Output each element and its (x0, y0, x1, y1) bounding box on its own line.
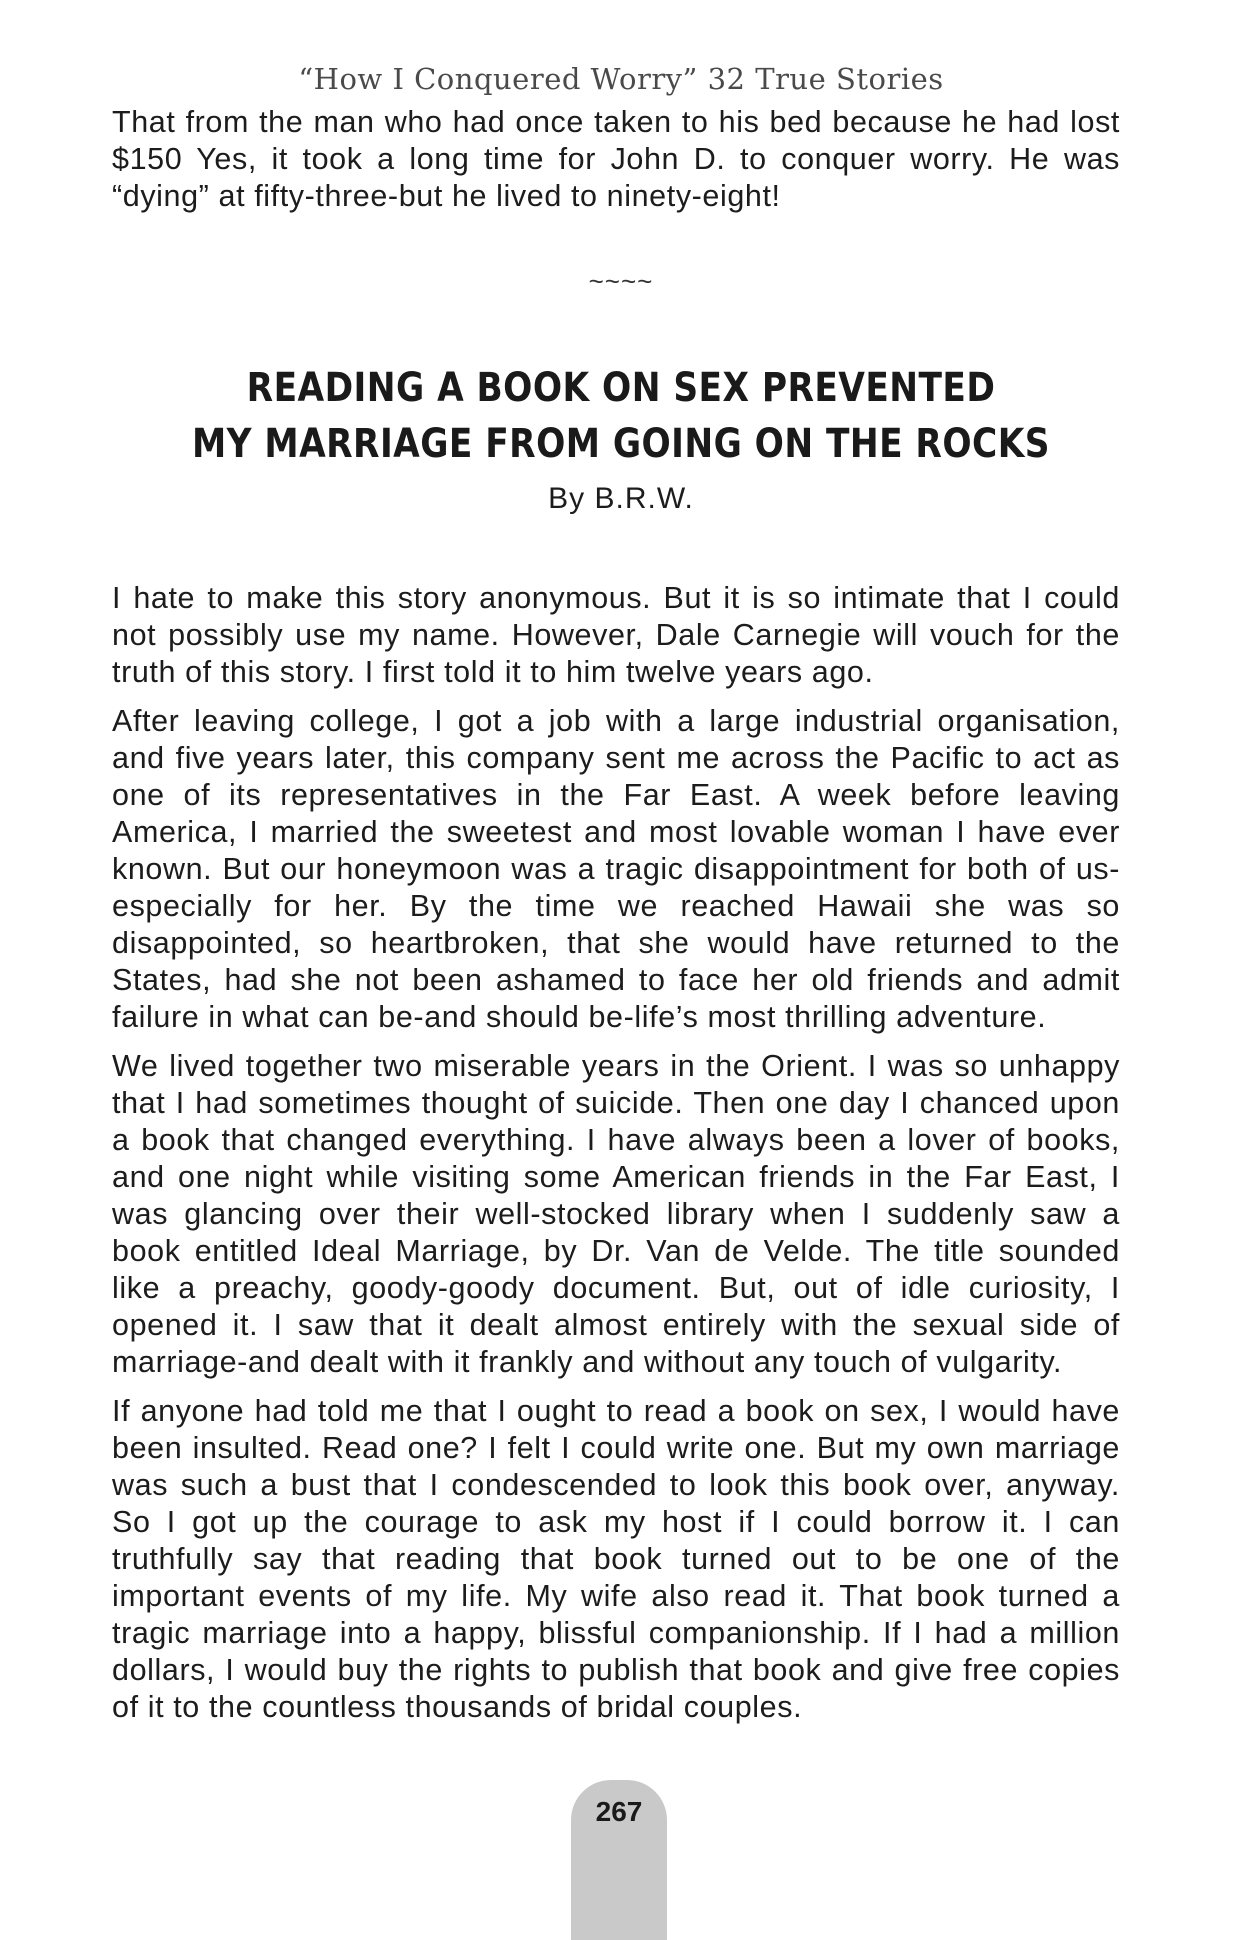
story-paragraph: I hate to make this story anonymous. But it is so intimate that I could not possibly use my name. However, Dale Carnegie will vouch for the truth of this story. I first told it to him twelve years ago. (112, 581, 1120, 689)
running-header: “How I Conquered Worry” 32 True Stories (298, 62, 944, 96)
story-paragraph: We lived together two miserable years in the Orient. I was so unhappy that I had sometimes thought of suicide. Then one day I chanced upon a book that changed everything. I have always been a lover of books, and one night while visiting some American friends in the Far East, I was glancing over their well-stocked library when I suddenly saw a book entitled Ideal Marriage, by Dr. Van de Velde. The title sounded like a preachy, goody-goody document. But, out of idle curiosity, I opened it. I saw that it dealt almost entirely with the sexual side of marriage-and dealt with it frankly and without any touch of vulgarity. (112, 1049, 1120, 1379)
story-title-line-1: READING A BOOK ON SEX PREVENTED (246, 365, 996, 411)
previous-story-closing-paragraph: That from the man who had once taken to his bed because he had lost $150 Yes, it took a long time for John D. to conquer worry. He was “dying” at fifty-three-but he lived to ninety-eight! (112, 105, 1120, 213)
story-separator: ~~~~ (588, 266, 654, 296)
page-number: 267 (595, 1796, 643, 1827)
previous-story-ending (112, 104, 1120, 227)
page-number-tab (571, 1780, 667, 1940)
story-body (112, 580, 1120, 1738)
story-paragraph: If anyone had told me that I ought to read a book on sex, I would have been insulted. Read one? I felt I could write one. But my own marriage was such a bust that I condescended to look this book over, anyway. So I got up the courage to ask my host if I could borrow it. I can truthfully say that reading that book turned out to be one of the important events of my life. My wife also read it. That book turned a tragic marriage into a happy, blissful companionship. If I had a million dollars, I would buy the rights to publish that book and give free copies of it to the countless thousands of bridal couples. (112, 1394, 1120, 1724)
story-paragraph: After leaving college, I got a job with a large industrial organisation, and five years later, this company sent me across the Pacific to act as one of its representatives in the Far East. A week before leaving America, I married the sweetest and most lovable woman I have ever known. But our honeymoon was a tragic disappointment for both of us- especially for her. By the time we reached Hawaii she was so disappointed, so heartbroken, that she would have returned to the States, had she not been ashamed to face her old friends and admit failure in what can be-and should be-life’s most thrilling adventure. (112, 704, 1120, 1034)
story-title-line-2: MY MARRIAGE FROM GOING ON THE ROCKS (191, 421, 1051, 467)
story-title (87, 360, 1155, 472)
story-byline: By B.R.W. (548, 482, 694, 515)
